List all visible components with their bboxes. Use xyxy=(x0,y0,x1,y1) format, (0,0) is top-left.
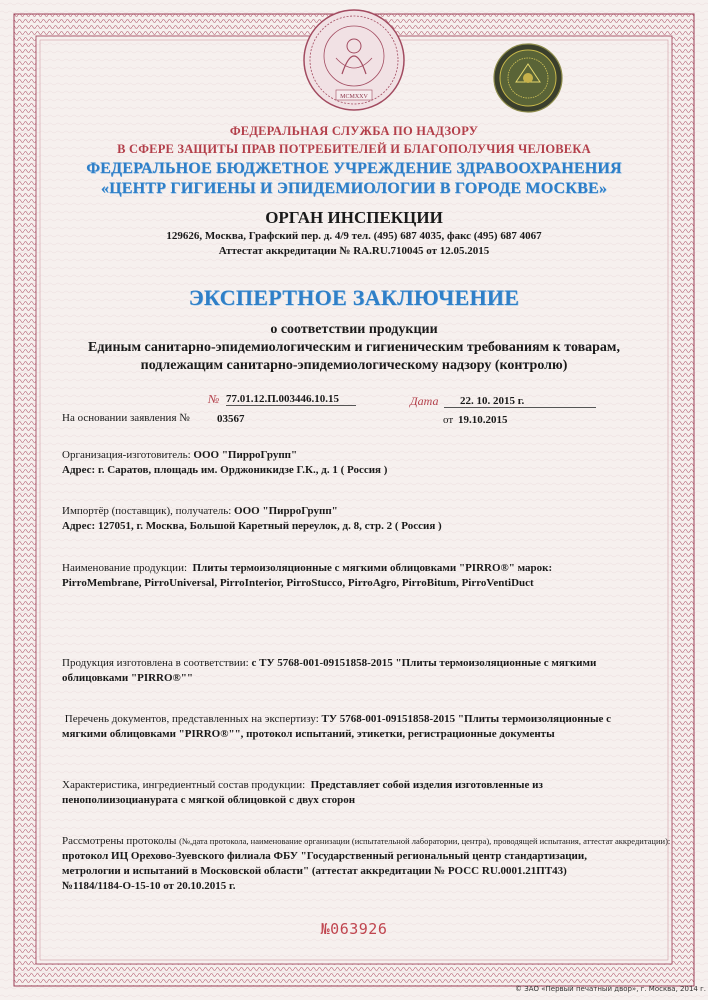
protocols-line2: метрологии и испытаний в Московской области" (аттестат аккредитации № РОСС RU.0001.21ПТ43) xyxy=(62,865,567,877)
agency-name-line2: В СФЕРЕ ЗАЩИТЫ ПРАВ ПОТРЕБИТЕЛЕЙ И БЛАГОПОЛУЧИЯ ЧЕЛОВЕКА xyxy=(117,142,591,156)
product-line1: Плиты термоизоляционные с мягкими облицовками "PIRRO®" марок: xyxy=(192,562,553,574)
institution-name-line1: ФЕДЕРАЛЬНОЕ БЮДЖЕТНОЕ УЧРЕЖДЕНИЕ ЗДРАВООХРАНЕНИЯ xyxy=(86,160,622,177)
product-label: Наименование продукции: xyxy=(62,562,188,574)
printer-imprint: © ЗАО «Первый печатный двор», г. Москва, 2014 г. xyxy=(515,985,706,993)
composition-line2: пенополиизоцианурата с мягкой облицовкой с двух сторон xyxy=(62,794,356,806)
documents-label: Перечень документов, представленных на экспертизу: xyxy=(64,713,319,725)
importer-name: ООО "ПирроГрупп" xyxy=(234,505,338,517)
composition-line1: Представляет собой изделия изготовленные из xyxy=(310,779,543,791)
manufactured-line1: с ТУ 5768-001-09151858-2015 "Плиты термоизоляционные с мягкими xyxy=(251,657,597,669)
seal-year: MCMXXV xyxy=(340,94,368,100)
institution-address: 129626, Москва, Графский пер. д. 4/9 тел. (495) 687 4035, факс (495) 687 4067 xyxy=(166,230,542,242)
agency-name-line1: ФЕДЕРАЛЬНАЯ СЛУЖБА ПО НАДЗОРУ xyxy=(229,124,479,138)
from-label: от xyxy=(443,414,454,426)
conclusion-number: 77.01.12.П.003446.10.15 xyxy=(226,393,356,406)
protocols-block xyxy=(62,834,672,894)
institution-name-line2: «ЦЕНТР ГИГИЕНЫ И ЭПИДЕМИОЛОГИИ В ГОРОДЕ МОСКВЕ» xyxy=(100,180,608,197)
documents-line1: ТУ 5768-001-09151858-2015 "Плиты термоизоляционные с xyxy=(321,713,612,725)
document-title: ЭКСПЕРТНОЕ ЗАКЛЮЧЕНИЕ xyxy=(188,285,520,310)
title-sub2: Единым санитарно-эпидемиологическим и гигиеническим требованиям к товарам, xyxy=(88,340,620,355)
manufactured-line2: облицовками "PIRRO®"" xyxy=(62,672,193,684)
title-sub1: о соответствии продукции xyxy=(270,322,438,337)
composition-block xyxy=(62,778,662,808)
basis-number: 03567 xyxy=(217,413,245,425)
documents-line2: мягкими облицовками "PIRRO®"", протокол испытаний, этикетки, регистрационные документы xyxy=(62,728,555,740)
manufactured-block xyxy=(62,656,662,686)
product-block xyxy=(62,561,662,591)
manufacturer-label: Организация-изготовитель: xyxy=(62,449,191,461)
serial-number: №063926 xyxy=(320,920,388,938)
title-sub3: подлежащим санитарно-эпидемиологическому надзору (контролю) xyxy=(140,358,568,373)
protocols-line1: протокол ИЦ Орехово-Зуевского филиала ФБУ "Государственный региональный центр стандартизации, xyxy=(62,850,587,862)
composition-label: Характеристика, ингредиентный состав продукции: xyxy=(62,779,306,791)
manufacturer-name: ООО "ПирроГрупп" xyxy=(193,449,298,461)
product-line2: PirroMembrane, PirroUniversal, PirroInterior, PirroStucco, PirroAgro, PirroBitum, PirroVentiDuct xyxy=(62,577,534,589)
documents-block xyxy=(62,712,662,742)
importer-label: Импортёр (поставщик), получатель: xyxy=(62,505,232,517)
number-label: № xyxy=(208,392,220,406)
protocols-line3: №1184/1184-О-15-10 от 20.10.2015 г. xyxy=(62,880,236,892)
basis-label: На основании заявления № xyxy=(62,412,190,424)
manufactured-label: Продукция изготовлена в соответствии: xyxy=(62,657,249,669)
protocols-label: Рассмотрены протоколы xyxy=(62,835,177,847)
accreditation-line: Аттестат аккредитации № RA.RU.710045 от 12.05.2015 xyxy=(218,245,490,257)
importer-block xyxy=(62,504,662,534)
conclusion-date: 22. 10. 2015 г. xyxy=(444,395,596,408)
organ-title: ОРГАН ИНСПЕКЦИИ xyxy=(265,208,443,227)
importer-address: Адрес: 127051, г. Москва, Большой Каретный переулок, д. 8, стр. 2 ( Россия ) xyxy=(62,520,442,532)
from-date: 19.10.2015 xyxy=(458,414,508,426)
manufacturer-address: Адрес: г. Саратов, площадь им. Орджоникидзе Г.К., д. 1 ( Россия ) xyxy=(62,464,388,476)
date-label: Дата xyxy=(410,394,439,408)
manufacturer-block xyxy=(62,448,662,478)
protocols-note: (№,дата протокола, наименование организации (испытательной лаборатории, центра), проводящей испытания, аттестат аккредитации): xyxy=(179,836,671,846)
